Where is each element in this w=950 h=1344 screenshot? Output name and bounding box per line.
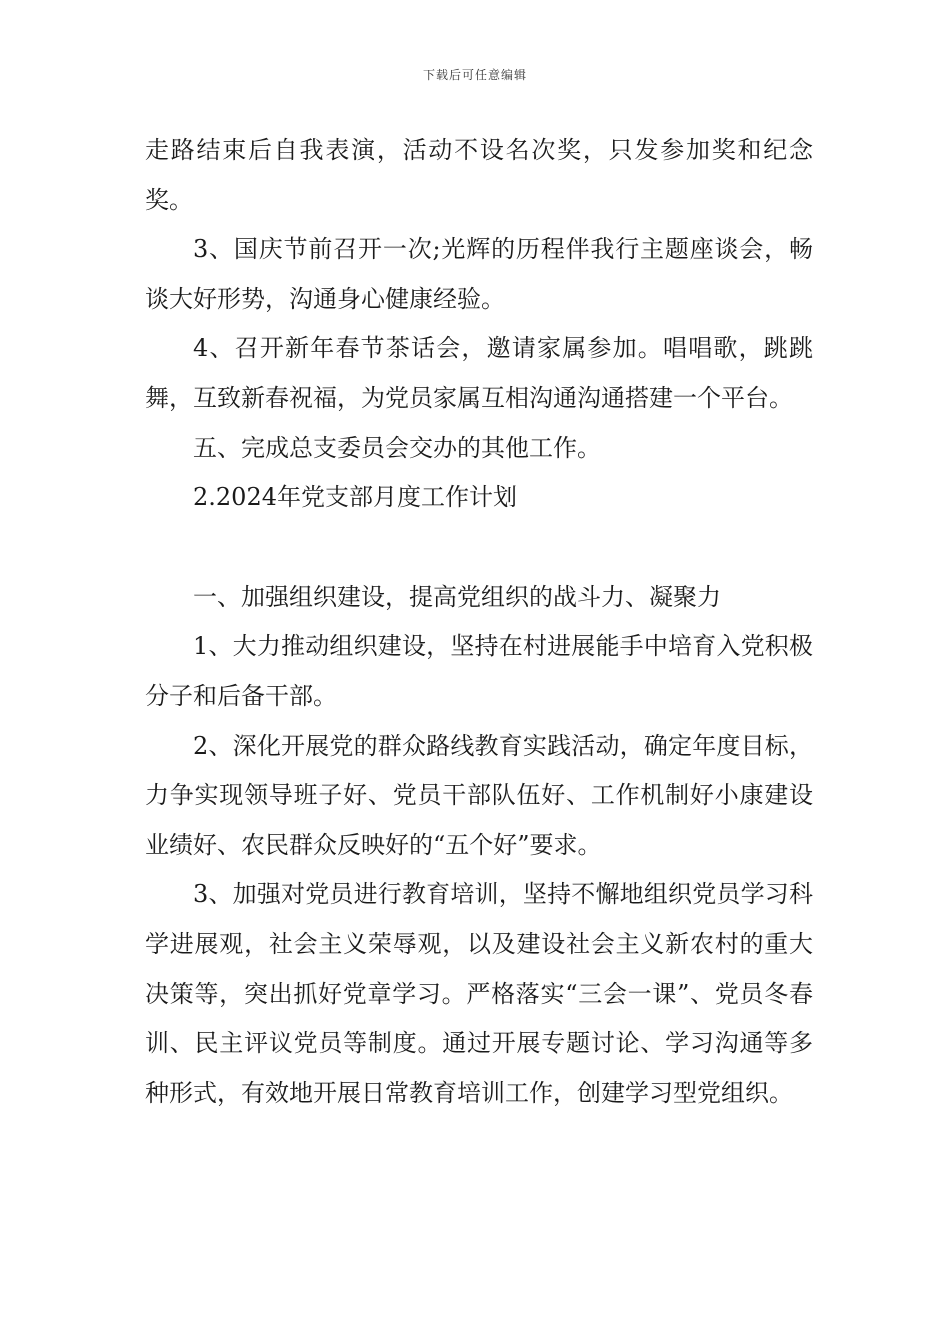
document-body [145,126,813,1118]
paragraph-award-note: 走路结束后自我表演，活动不设名次奖，只发参加奖和纪念奖。 [145,136,813,214]
paragraph-spring-festival-tea-party: 4、召开新年春节茶话会，邀请家属参加。唱唱歌，跳跳舞，互致新春祝福，为党员家属互相沟通沟通搭建一个平台。 [145,334,813,412]
paragraph-item-3: 3、加强对党员进行教育培训，坚持不懈地组织党员学习科学进展观，社会主义荣辱观，以及建设社会主义新农村的重大决策等，突出抓好党章学习。严格落实“三会一课”、党员冬春训、民主评议党员等制度。通过开展专题讨论、学习沟通等多种形式，有效地开展日常教育培训工作，创建学习型党组织。 [145,880,813,1107]
paragraph-national-day-forum: 3、国庆节前召开一次;光辉的历程伴我行主题座谈会，畅谈大好形势，沟通身心健康经验。 [145,235,813,313]
paragraph-item-2: 2、深化开展党的群众路线教育实践活动，确定年度目标，力争实现领导班子好、党员干部队伍好、工作机制好小康建设业绩好、农民群众反映好的“五个好”要求。 [145,731,813,859]
paragraph-other-work: 五、完成总支委员会交办的其他工作。 [193,433,601,462]
paragraph-item-1: 1、大力推动组织建设，坚持在村进展能手中培育入党积极分子和后备干部。 [145,632,813,710]
section-title-monthly-plan: 2.2024年党支部月度工作计划 [193,483,517,512]
heading-organization-building: 一、加强组织建设，提高党组织的战斗力、凝聚力 [193,582,721,611]
page-header: 下载后可任意编辑 [422,68,527,82]
